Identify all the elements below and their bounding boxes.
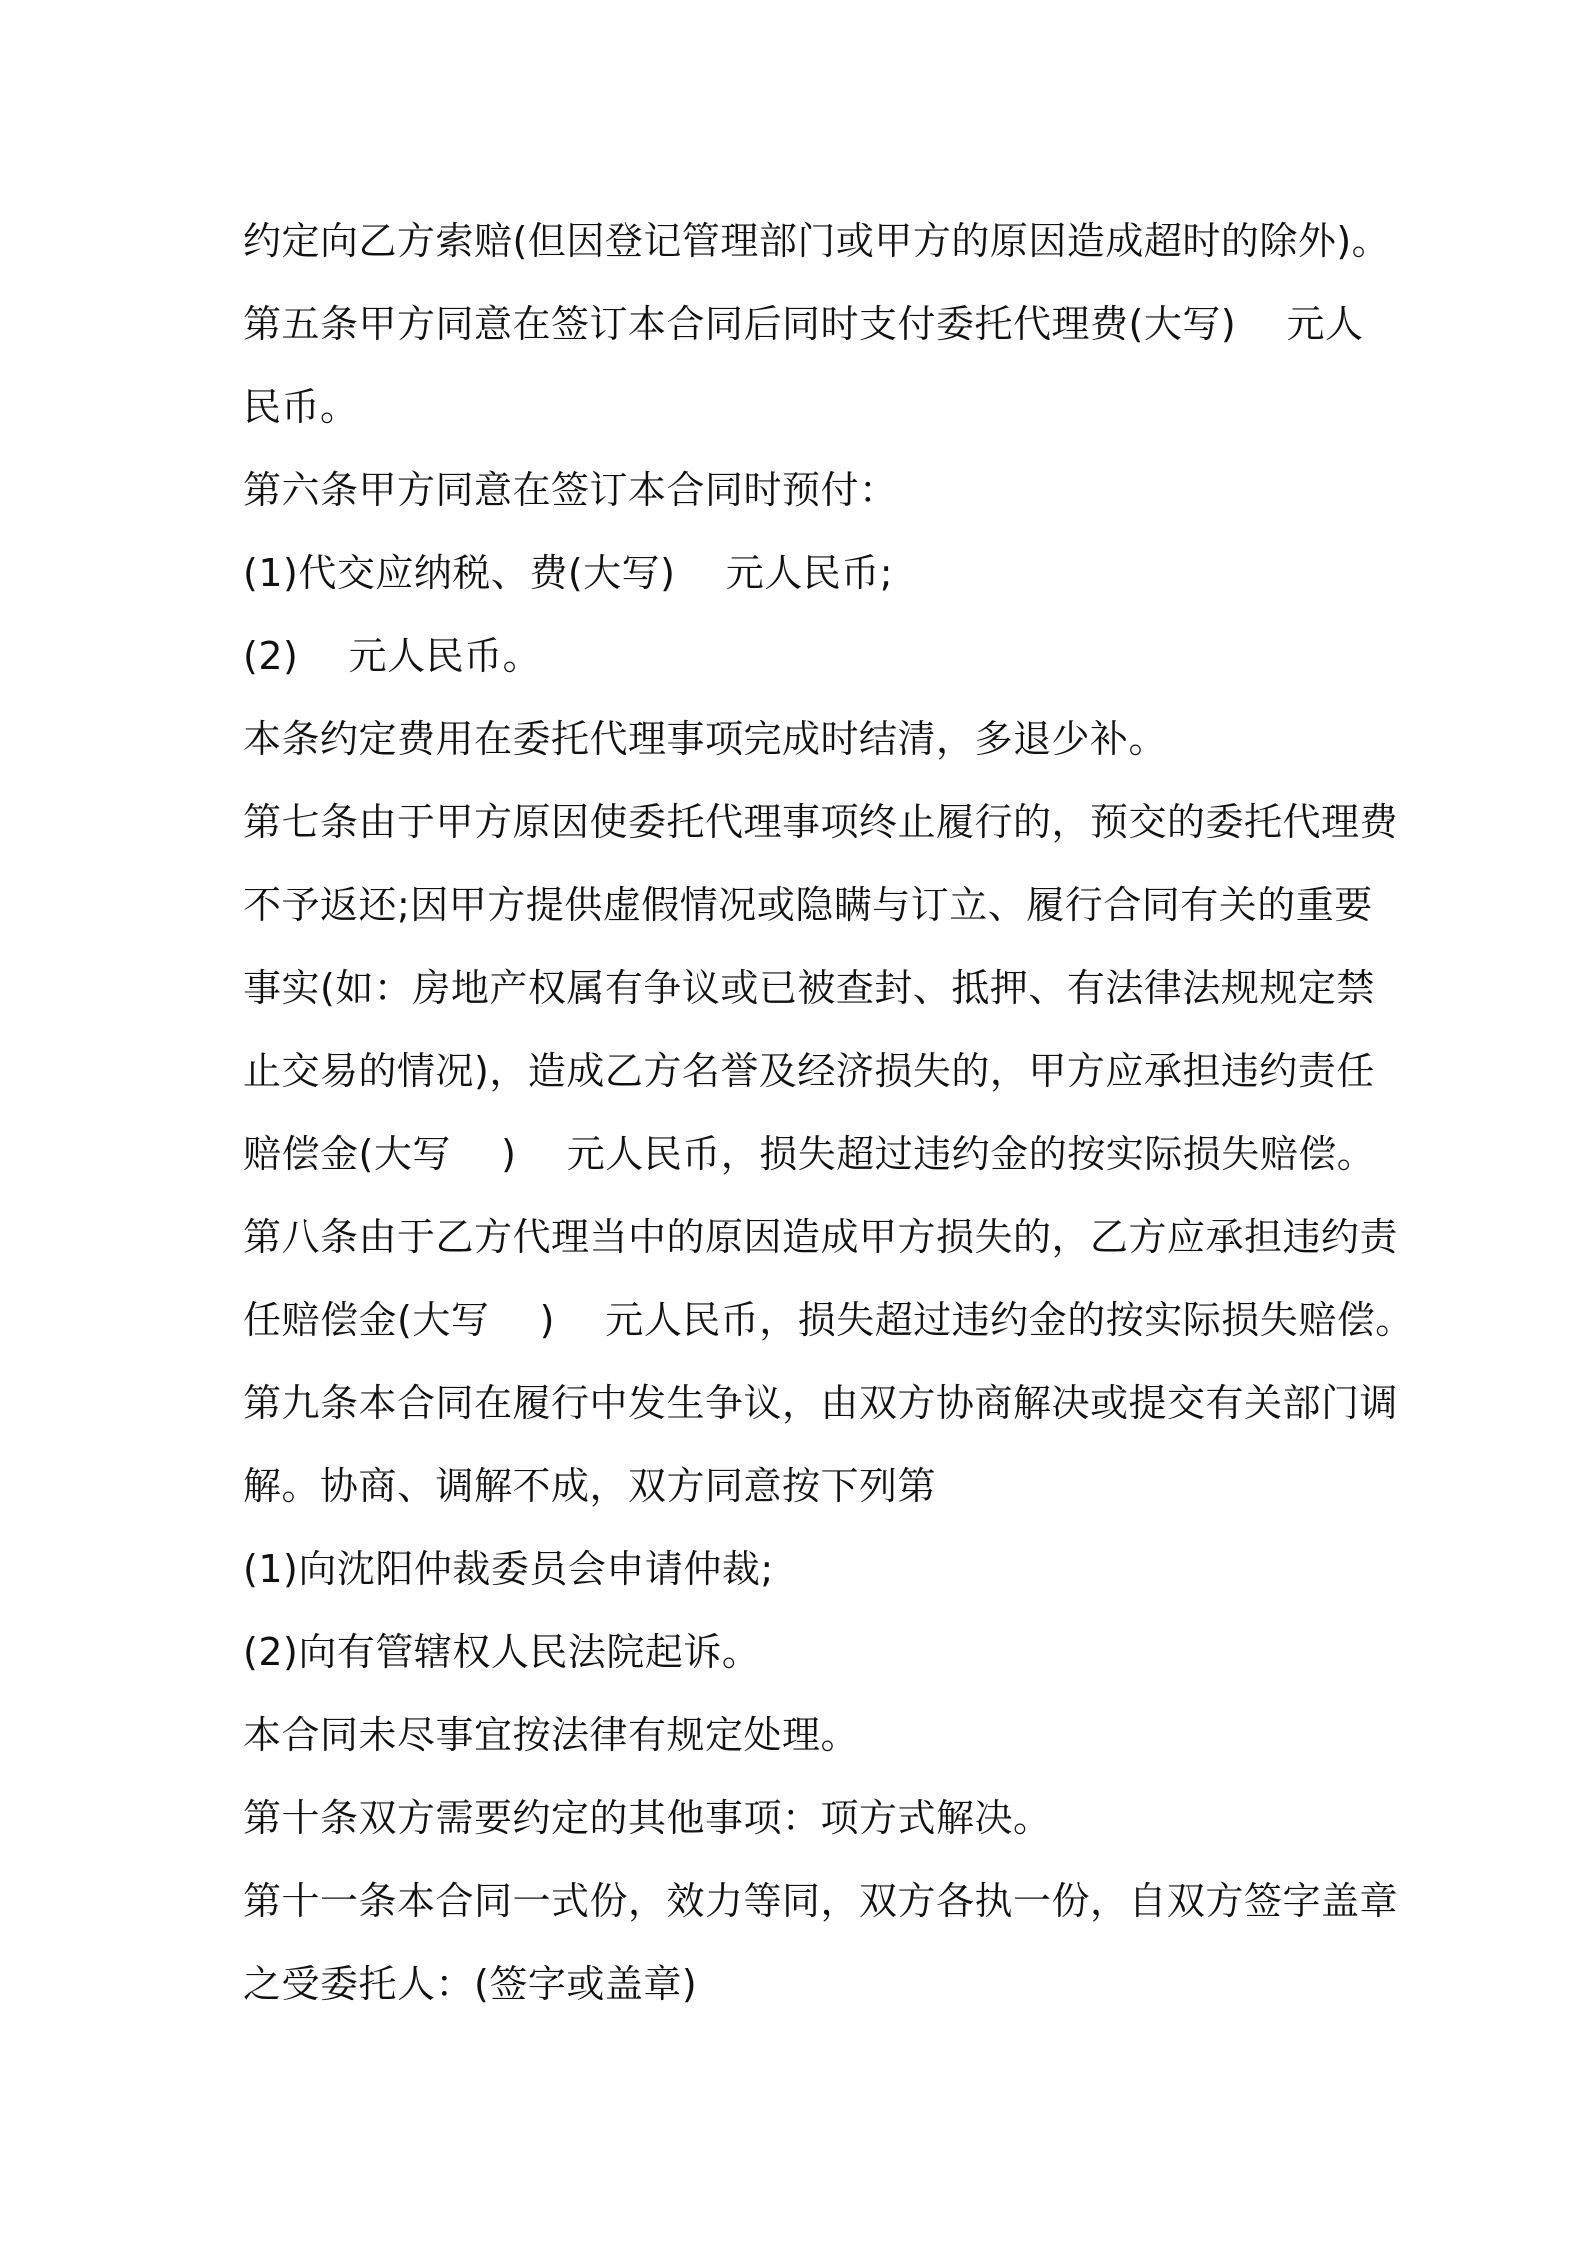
contract-text [243,200,1414,2026]
text-line-21: 第十一条本合同一式份，效力等同，双方各执一份，自双方签字盖章 [243,1879,1399,1923]
text-line-15: 第九条本合同在履行中发生争议，由双方协商解决或提交有关部门调 [243,1381,1399,1425]
text-line-11: 止交易的情况)，造成乙方名誉及经济损失的，甲方应承担违约责任 [243,1049,1375,1093]
text-line-12: 赔偿金(大写 ) 元人民币，损失超过违约金的按实际损失赔偿。 [243,1132,1376,1176]
text-line-19: 本合同未尽事宜按法律有规定处理。 [243,1713,860,1757]
text-line-14: 任赔偿金(大写 ) 元人民币，损失超过违约金的按实际损失赔偿。 [243,1298,1414,1342]
text-line-22: 之受委托人：(签字或盖章) [243,1962,698,2006]
text-line-20: 第十条双方需要约定的其他事项：项方式解决。 [243,1796,1052,1840]
text-line-2: 第五条甲方同意在签订本合同后同时支付委托代理费(大写) 元人 [243,302,1364,346]
text-line-1: 约定向乙方索赔(但因登记管理部门或甲方的原因造成超时的除外)。 [243,219,1391,263]
text-line-10: 事实(如：房地产权属有争议或已被查封、抵押、有法律法规规定禁 [243,966,1375,1010]
text-line-18: (2)向有管辖权人民法院起诉。 [243,1630,761,1674]
text-line-8: 第七条由于甲方原因使委托代理事项终止履行的，预交的委托代理费 [243,800,1399,844]
text-line-6: (2) 元人民币。 [243,634,542,678]
text-line-9: 不予返还;因甲方提供虚假情况或隐瞒与订立、履行合同有关的重要 [243,883,1373,927]
text-line-4: 第六条甲方同意在签订本合同时预付： [243,468,898,512]
text-line-3: 民币。 [243,385,359,429]
text-line-13: 第八条由于乙方代理当中的原因造成甲方损失的，乙方应承担违约责 [243,1215,1399,1259]
text-line-16: 解。协商、调解不成，双方同意按下列第 [243,1464,937,1508]
text-line-5: (1)代交应纳税、费(大写) 元人民币; [243,551,894,595]
text-line-7: 本条约定费用在委托代理事项完成时结清，多退少补。 [243,717,1168,761]
text-line-17: (1)向沈阳仲裁委员会申请仲裁; [243,1547,774,1591]
